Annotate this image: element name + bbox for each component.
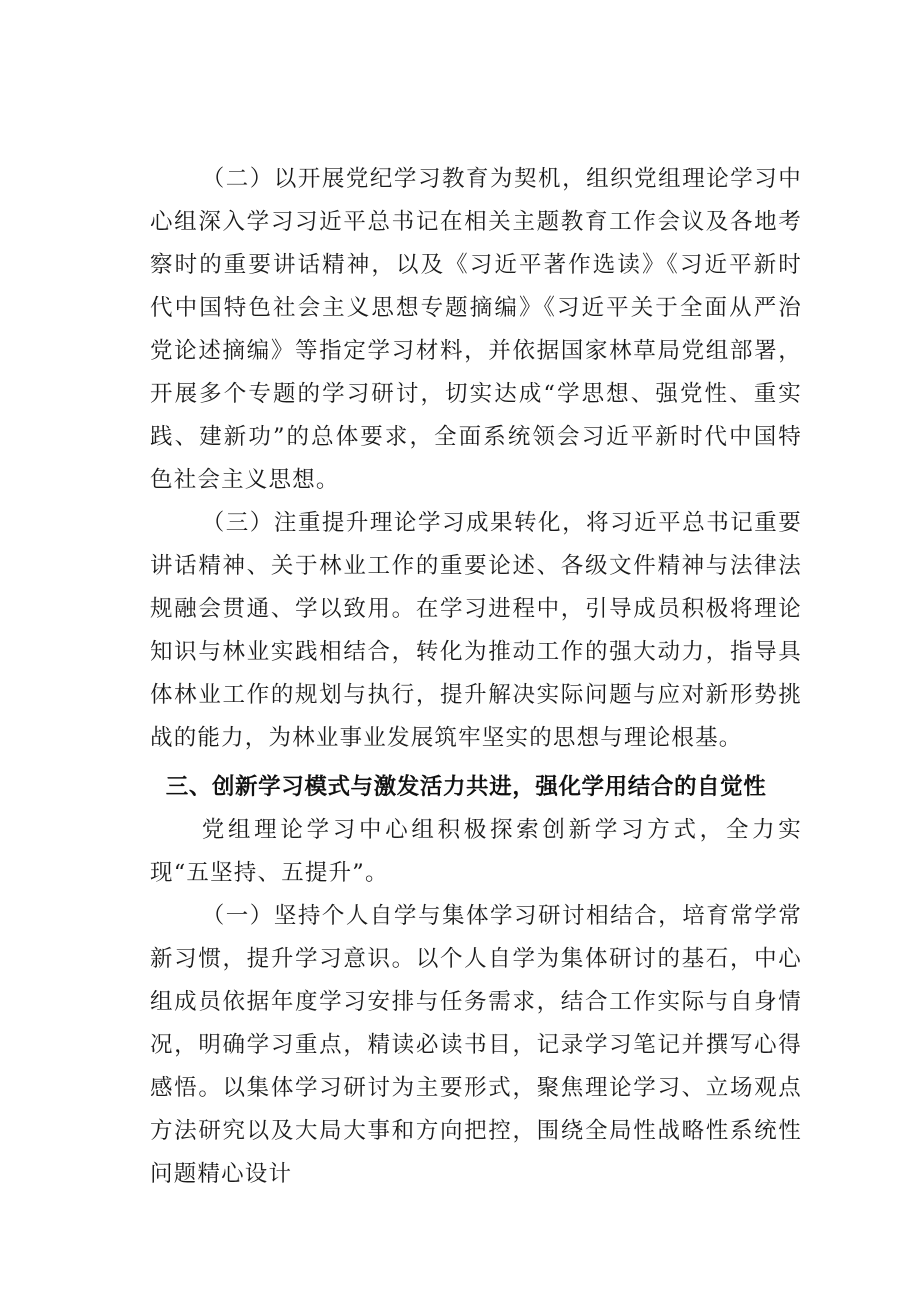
paragraph-section-two-item-2: （二）以开展党纪学习教育为契机，组织党组理论学习中心组深入学习习近平总书记在相关主题教育工作会议及各地考察时的重要讲话精神，以及《习近平著作选读》《习近平新时代中国特色社会主义思想专题摘编》《习近平关于全面从严治党论述摘编》等指定学习材料，并依据国家林草局党组部署，开展多个专题的学习研讨，切实达成“学思想、强党性、重实践、建新功”的总体要求，全面系统领会习近平新时代中国特色社会主义思想。: [150, 166, 802, 493]
paragraph-section-three-item-1: （一）坚持个人自学与集体学习研讨相结合，培育常学常新习惯，提升学习意识。以个人自学为集体研讨的基石，中心组成员依据年度学习安排与任务需求，结合工作实际与自身情况，明确学习重点，精读必读书目，记录学习笔记并撰写心得感悟。以集体学习研讨为主要形式，聚焦理论学习、立场观点方法研究以及大局大事和方向把控，围绕全局性战略性系统性问题精心设计: [150, 903, 802, 1187]
paragraph-section-two-item-3: （三）注重提升理论学习成果转化，将习近平总书记重要讲话精神、关于林业工作的重要论述、各级文件精神与法律法规融会贯通、学以致用。在学习进程中，引导成员积极将理论知识与林业实践相结合，转化为推动工作的强大动力，指导具体林业工作的规划与执行，提升解决实际问题与应对新形势挑战的能力，为林业事业发展筑牢坚实的思想与理论根基。: [150, 510, 802, 751]
paragraph-section-three-intro: 党组理论学习中心组积极探索创新学习方式，全力实现“五坚持、五提升”。: [150, 817, 802, 886]
section-three-heading: 三、创新学习模式与激发活力共进，强化学用结合的自觉性: [165, 774, 767, 800]
document-body: [150, 158, 802, 1196]
